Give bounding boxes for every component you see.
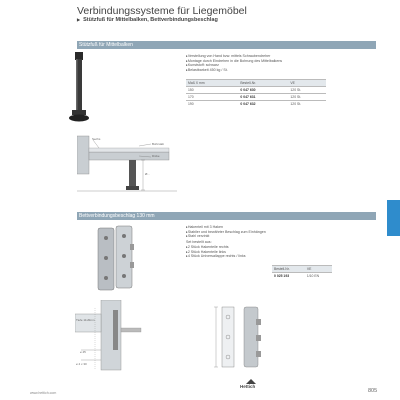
foot-collar — [72, 110, 86, 115]
bullet-item: ▸ Verstellung von Hand bzw. mittels Schraubendreher — [186, 54, 336, 59]
connector-dimension-drawing — [208, 305, 278, 373]
hook — [130, 244, 134, 250]
leader-line — [139, 144, 151, 146]
section-bar-stuetzfuss: Stützfuß für Mittelbalken — [77, 41, 376, 49]
section1-bullet-list — [186, 54, 336, 72]
screw-hole — [104, 256, 108, 260]
drawing-label: Ø... — [145, 172, 150, 176]
section2-spec-table — [272, 265, 332, 279]
drawing-label: ≥ 4 x 30 — [76, 362, 87, 366]
table-header-row — [186, 80, 326, 87]
set-item: ▸ 2 Stück Hakenteile rechts — [186, 245, 336, 250]
beam-top — [89, 148, 169, 152]
table-header-cell: Maß X mm — [186, 80, 238, 87]
drawing-foot-base — [126, 186, 139, 190]
table-cell: 190 — [186, 101, 238, 108]
drawing-label: Tiefe 11x8mm — [76, 318, 95, 322]
table-cell-order-number: 0 047 632 — [238, 101, 288, 108]
set-item-list — [186, 245, 336, 259]
table-row — [272, 273, 332, 280]
table-row — [186, 101, 326, 108]
screw-hole — [122, 274, 126, 278]
section-bar-bettverbindung: Bettverbindungsbeschlag 130 mm — [77, 212, 376, 220]
table-header-cell: Bestell-Nr. — [238, 80, 288, 87]
plate-front-view — [222, 307, 234, 367]
drawing-label: ≥ 45 — [80, 350, 86, 354]
bullet-item: ▸ Stahl verzinkt — [186, 234, 336, 239]
table-cell-order-number: 0 047 631 — [238, 94, 288, 101]
screw-hole — [104, 236, 108, 240]
drawing-foot-stem — [129, 160, 136, 188]
foot-base — [69, 115, 89, 122]
table-cell: 170 — [186, 94, 238, 101]
table-header-row — [272, 266, 332, 273]
table-row — [186, 87, 326, 94]
table-header-cell: Bestell-Nr. — [272, 266, 305, 273]
page-subtitle: ▶ Stützfuß für Mittelbalken, Bettverbindungsbeschlag — [77, 17, 218, 23]
connector-installation-drawing — [75, 300, 155, 378]
hettich-logo-text: Hettich — [240, 384, 256, 389]
screw-hole — [122, 254, 126, 258]
drawing-label: Bohrstab — [152, 142, 165, 146]
section1-spec-table — [186, 79, 326, 107]
hook — [256, 319, 261, 325]
bullet-item: ▸ Hakenteil mit 3 Haken — [186, 225, 336, 230]
table-cell: 120 St. — [288, 87, 326, 94]
table-header-cell: VE — [305, 266, 332, 273]
drawing-label: Sechs — [92, 137, 101, 141]
set-item: ▸ 4 Stück Universallappe rechts / links — [186, 254, 336, 259]
page-number: 805 — [368, 388, 378, 394]
page-title: Verbindungssysteme für Liegemöbel — [77, 5, 247, 17]
set-item: ▸ 2 Stück Hakenteile links — [186, 250, 336, 255]
table-header-cell: VE — [288, 80, 326, 87]
bed-connector-image — [96, 224, 146, 292]
table-cell: 120 St. — [288, 101, 326, 108]
foot-cap — [75, 52, 83, 60]
bullet-item: ▸ Stabiler und bewährter Beschlag zum Einhängen — [186, 230, 336, 235]
table-row — [186, 94, 326, 101]
support-foot-image — [64, 52, 94, 128]
leader-line — [93, 140, 99, 148]
table-cell-order-number: 0 047 630 — [238, 87, 288, 94]
table-cell: 1/10 EN — [305, 273, 332, 280]
hook — [256, 351, 261, 357]
hook — [130, 262, 134, 268]
foot-stem-highlight — [76, 59, 78, 111]
section2-bullet-list — [186, 225, 336, 239]
bullet-item: ▸ Kunststoff: schwarz — [186, 63, 336, 68]
bed-side-panel — [77, 136, 89, 174]
bullet-item: ▸ Belastbarkeit 450 kg / St. — [186, 68, 336, 73]
table-cell-order-number: 0 025 193 — [272, 273, 305, 280]
table-cell: 150 — [186, 87, 238, 94]
plate-side-view — [244, 307, 258, 367]
footer-website[interactable]: www.hettich.com — [30, 391, 57, 395]
drawing-label: Dicke — [152, 154, 160, 158]
screw-hole — [104, 276, 108, 280]
hook-plate-section — [113, 310, 118, 350]
side-rail — [75, 314, 101, 332]
screw-hole — [122, 234, 126, 238]
chapter-tab — [387, 200, 400, 236]
set-intro-text: Set bestellt aus: — [186, 240, 212, 244]
table-cell: 120 St. — [288, 94, 326, 101]
hook — [256, 335, 261, 341]
bullet-item: ▸ Montage durch Eindrehen in die Bohrung des Mittelbalkens — [186, 59, 336, 64]
rail-stub — [121, 328, 141, 332]
